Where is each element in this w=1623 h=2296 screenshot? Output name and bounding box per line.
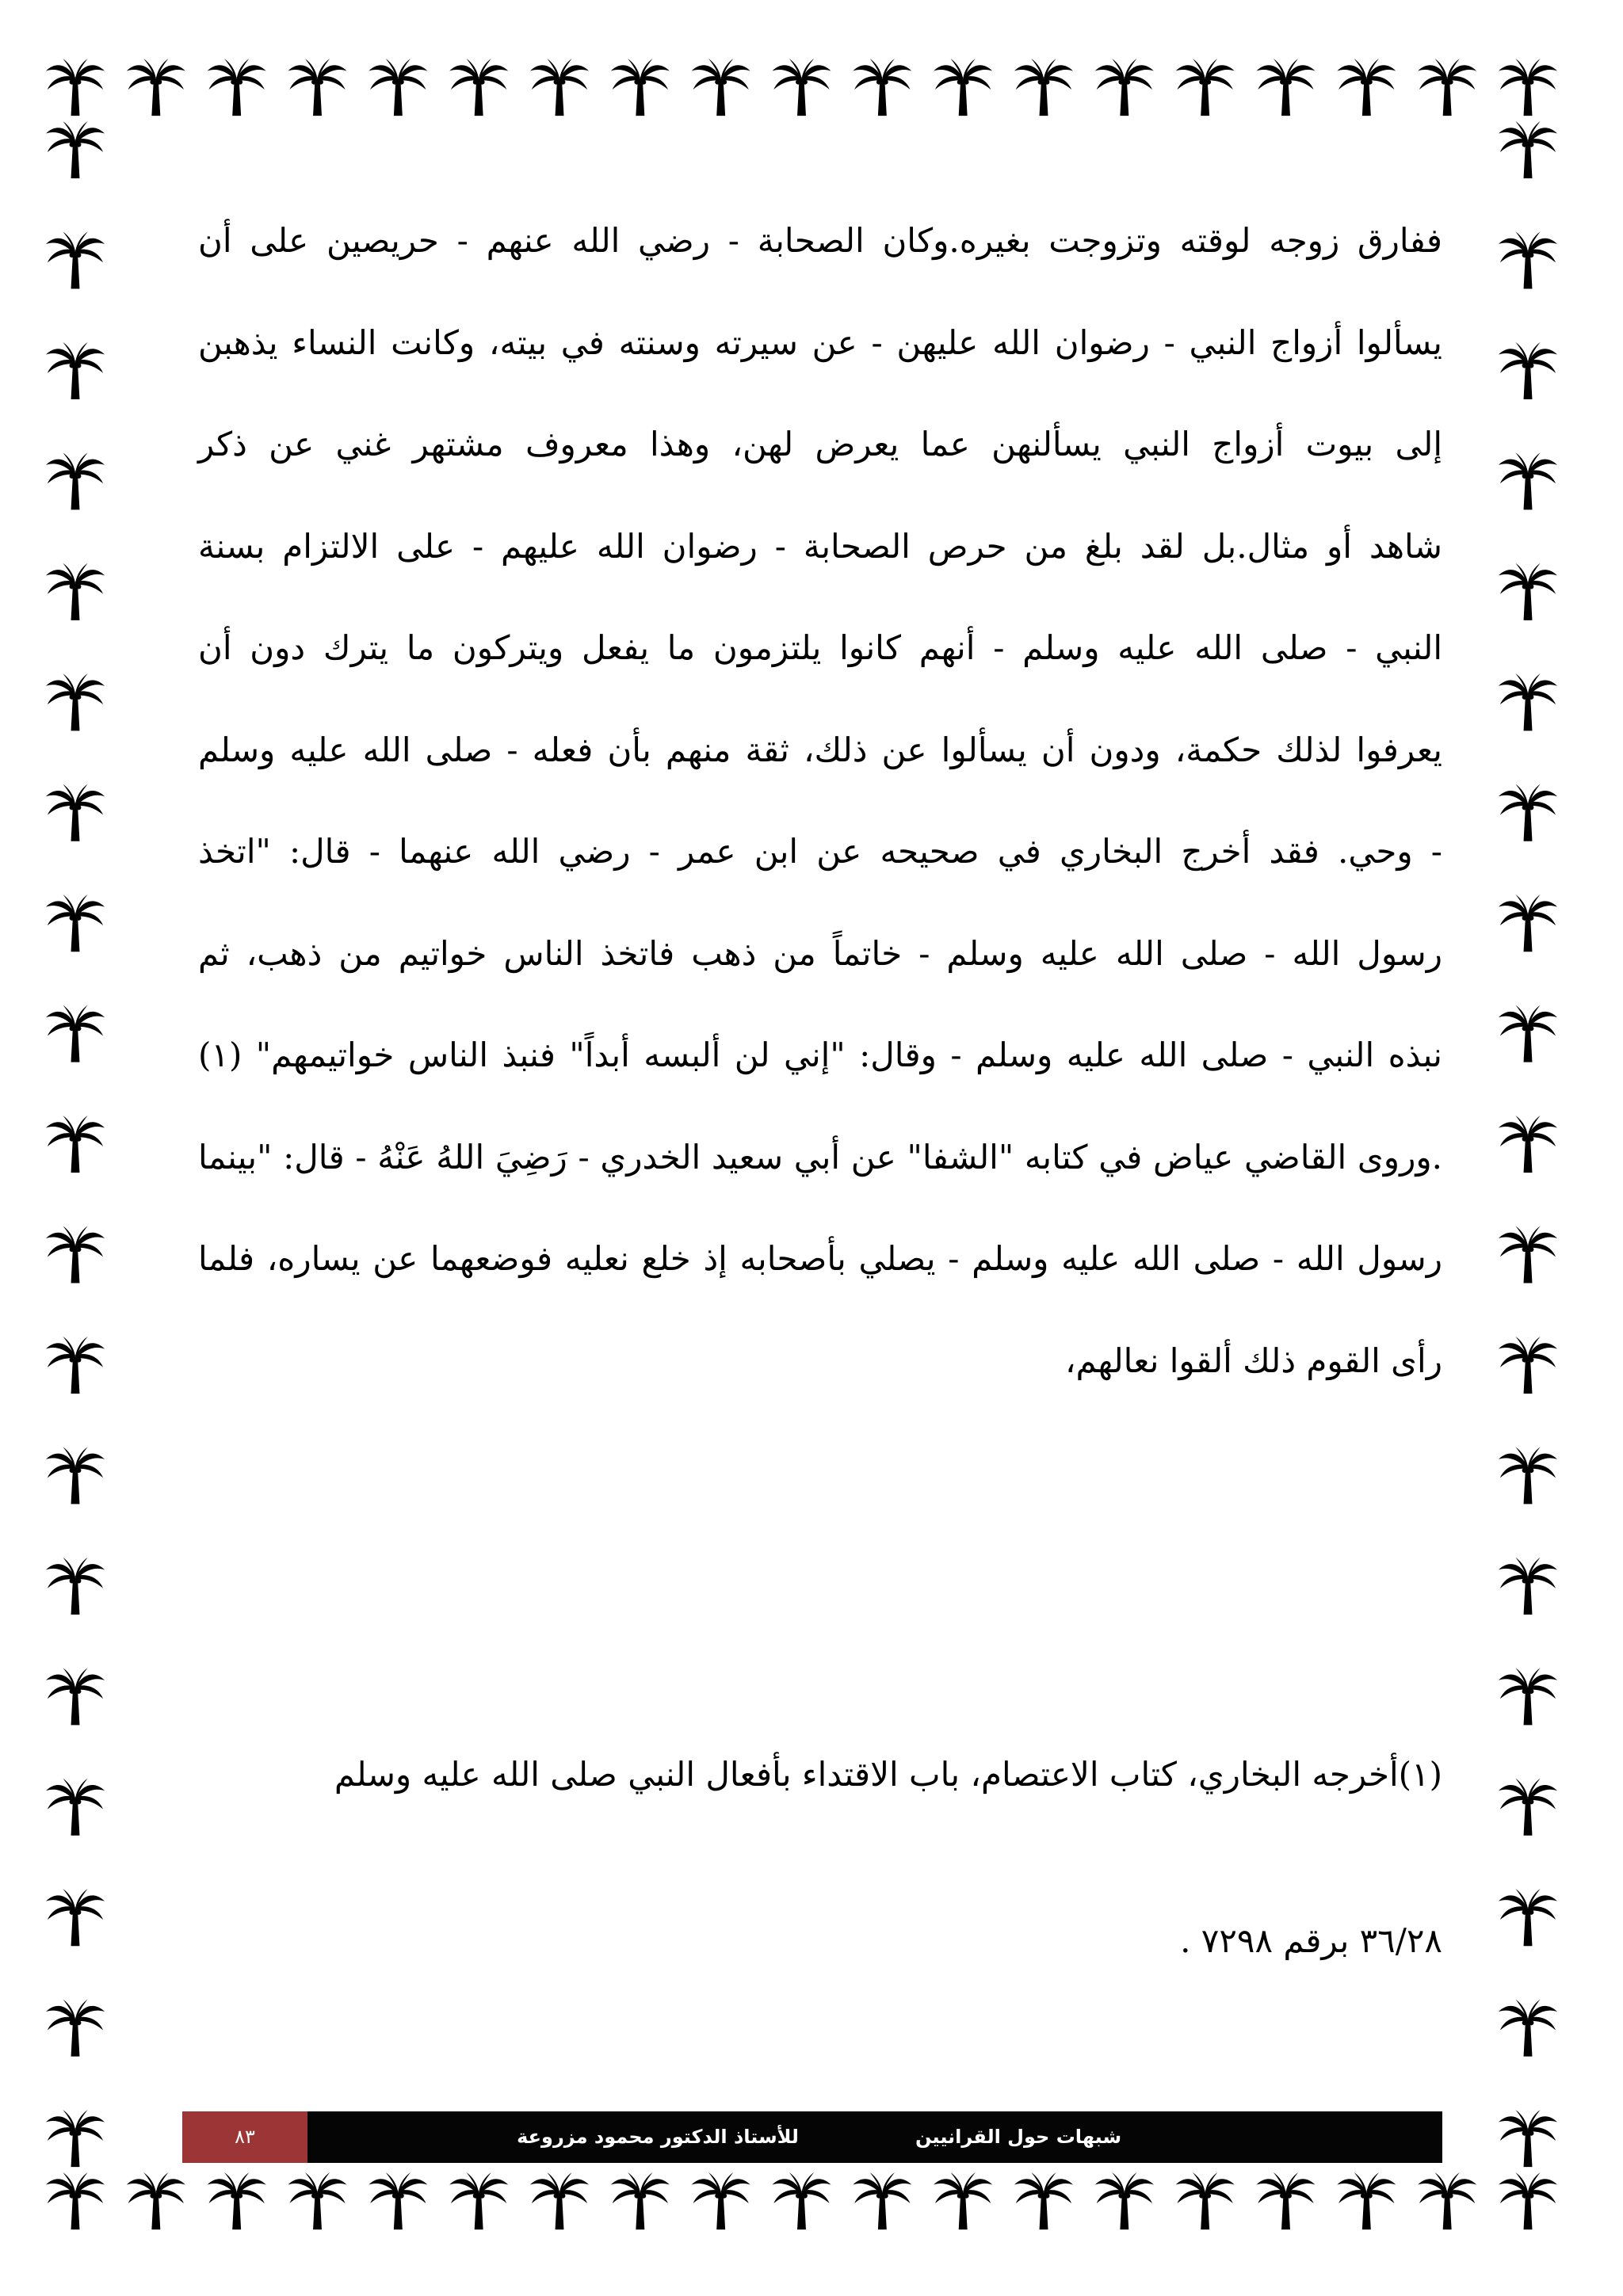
palm-tree-icon	[853, 59, 911, 116]
palm-tree-icon	[46, 342, 105, 399]
body-line: ففارق زوجه لوقته وتزوجت بغيره.وكان الصحابة - رضي الله عنهم - حريصين على أن	[198, 221, 1442, 260]
palm-tree-icon	[288, 2172, 346, 2229]
palm-tree-icon	[1499, 1226, 1557, 1283]
body-line: رسول الله - صلى الله عليه وسلم - يصلي بأصحابه إذ خلع نعليه فوضعهما عن يساره، فلما	[198, 1239, 1442, 1278]
body-line: إلى بيوت أزواج النبي يسألنهن عما يعرض لهن، وهذا معروف مشتهر غني عن ذكر	[198, 425, 1442, 463]
palm-tree-icon	[46, 2172, 105, 2229]
palm-tree-icon	[46, 1779, 105, 1836]
palm-tree-icon	[1337, 2172, 1396, 2229]
palm-tree-icon	[1499, 1005, 1557, 1062]
body-line: .وروى القاضي عياض في كتابه "الشفا" عن أبي سعيد الخدري - رَضِيَ اللهُ عَنْهُ - قال: "بينما	[198, 1137, 1442, 1177]
palm-tree-icon	[1176, 59, 1235, 116]
palm-tree-icon	[1499, 1116, 1557, 1173]
body-line: رأى القوم ذلك ألقوا نعالهم،	[1064, 1341, 1442, 1380]
palm-tree-icon	[46, 452, 105, 509]
palm-tree-icon	[1337, 59, 1396, 116]
palm-tree-icon	[934, 59, 992, 116]
palm-tree-icon	[1499, 1779, 1557, 1836]
palm-tree-icon	[46, 2110, 105, 2167]
palm-tree-icon	[934, 2172, 992, 2229]
palm-tree-icon	[449, 59, 508, 116]
palm-tree-icon	[46, 563, 105, 620]
palm-tree-icon	[1499, 121, 1557, 178]
palm-tree-icon	[46, 231, 105, 288]
palm-tree-icon	[1499, 1337, 1557, 1394]
palm-tree-icon	[772, 2172, 831, 2229]
body-text	[198, 190, 1442, 1412]
palm-tree-icon	[1499, 2000, 1557, 2057]
palm-tree-icon	[1499, 673, 1557, 730]
palm-tree-icon	[1499, 452, 1557, 509]
palm-tree-icon	[127, 2172, 185, 2229]
palm-tree-icon	[46, 784, 105, 841]
palm-tree-icon	[1256, 2172, 1315, 2229]
palm-tree-icon	[46, 1116, 105, 1173]
palm-tree-icon	[46, 59, 105, 116]
palm-tree-icon	[1499, 2110, 1557, 2167]
palm-tree-icon	[46, 1558, 105, 1615]
palm-tree-icon	[46, 121, 105, 178]
palm-tree-icon	[1499, 1558, 1557, 1615]
palm-tree-icon	[1499, 342, 1557, 399]
body-line: يعرفوا لذلك حكمة، ودون أن يسألوا عن ذلك، ثقة منهم بأن فعله - صلى الله عليه وسلم	[198, 730, 1442, 769]
footer-author: للأستاذ الدكتور محمود مزروعة	[517, 2126, 799, 2148]
palm-tree-icon	[530, 59, 589, 116]
palm-tree-icon	[46, 1337, 105, 1394]
body-line: نبذه النبي - صلى الله عليه وسلم - وقال: "إني لن ألبسه أبداً" فنبذ الناس خواتيمهم" (١)	[198, 1035, 1442, 1074]
palm-tree-icon	[208, 59, 266, 116]
palm-tree-icon	[208, 2172, 266, 2229]
palm-tree-icon	[1418, 59, 1476, 116]
palm-tree-icon	[772, 59, 831, 116]
palm-tree-icon	[1499, 1668, 1557, 1725]
palm-tree-icon	[369, 59, 427, 116]
palm-tree-icon	[46, 1447, 105, 1504]
palm-tree-icon	[46, 1005, 105, 1062]
body-line: رسول الله - صلى الله عليه وسلم - خاتماً من ذهب فاتخذ الناس خواتيم من ذهب، ثم	[198, 933, 1442, 973]
palm-tree-icon	[853, 2172, 911, 2229]
palm-tree-icon	[692, 2172, 750, 2229]
palm-tree-icon	[1418, 2172, 1476, 2229]
palm-tree-icon	[1014, 59, 1073, 116]
palm-tree-icon	[1014, 2172, 1073, 2229]
palm-tree-icon	[1499, 1889, 1557, 1946]
palm-tree-icon	[369, 2172, 427, 2229]
palm-tree-icon	[449, 2172, 508, 2229]
body-line: - وحي. فقد أخرج البخاري في صحيحه عن ابن عمر - رضي الله عنهما - قال: "اتخذ	[198, 832, 1442, 871]
palm-tree-icon	[1499, 563, 1557, 620]
palm-tree-icon	[611, 2172, 670, 2229]
palm-tree-icon	[1499, 231, 1557, 288]
body-line: النبي - صلى الله عليه وسلم - أنهم كانوا يلتزمون ما يفعل ويتركون ما يترك دون أن	[198, 628, 1442, 667]
palm-tree-icon	[1256, 59, 1315, 116]
palm-tree-icon	[46, 1226, 105, 1283]
footnote-line-2: ٣٦/٢٨ برقم ٧٢٩٨ .	[1180, 1921, 1442, 1960]
palm-tree-icon	[1499, 2172, 1557, 2229]
palm-tree-icon	[1095, 59, 1154, 116]
palm-tree-icon	[1499, 1447, 1557, 1504]
footer-book-title: شبهات حول القرانيين	[915, 2126, 1122, 2148]
palm-tree-icon	[1095, 2172, 1154, 2229]
palm-tree-icon	[288, 59, 346, 116]
page-number: ٨٣	[182, 2111, 307, 2163]
footnote-line-1: (١)أخرجه البخاري، كتاب الاعتصام، باب الاقتداء بأفعال النبي صلى الله عليه وسلم	[334, 1755, 1442, 1794]
palm-tree-icon	[611, 59, 670, 116]
palm-tree-icon	[46, 673, 105, 730]
palm-tree-icon	[1499, 894, 1557, 952]
palm-tree-icon	[127, 59, 185, 116]
palm-tree-icon	[46, 1889, 105, 1946]
palm-tree-icon	[530, 2172, 589, 2229]
palm-tree-icon	[1176, 2172, 1235, 2229]
body-line: يسألوا أزواج النبي - رضوان الله عليهن - عن سيرته وسنته في بيته، وكانت النساء يذهبن	[198, 322, 1442, 362]
palm-tree-icon	[692, 59, 750, 116]
palm-tree-icon	[1499, 784, 1557, 841]
palm-tree-icon	[1499, 59, 1557, 116]
palm-tree-icon	[46, 1668, 105, 1725]
palm-tree-icon	[46, 2000, 105, 2057]
body-line: شاهد أو مثال.بل لقد بلغ من حرص الصحابة - رضوان الله عليهم - على الالتزام بسنة	[198, 526, 1442, 566]
palm-tree-icon	[46, 894, 105, 952]
